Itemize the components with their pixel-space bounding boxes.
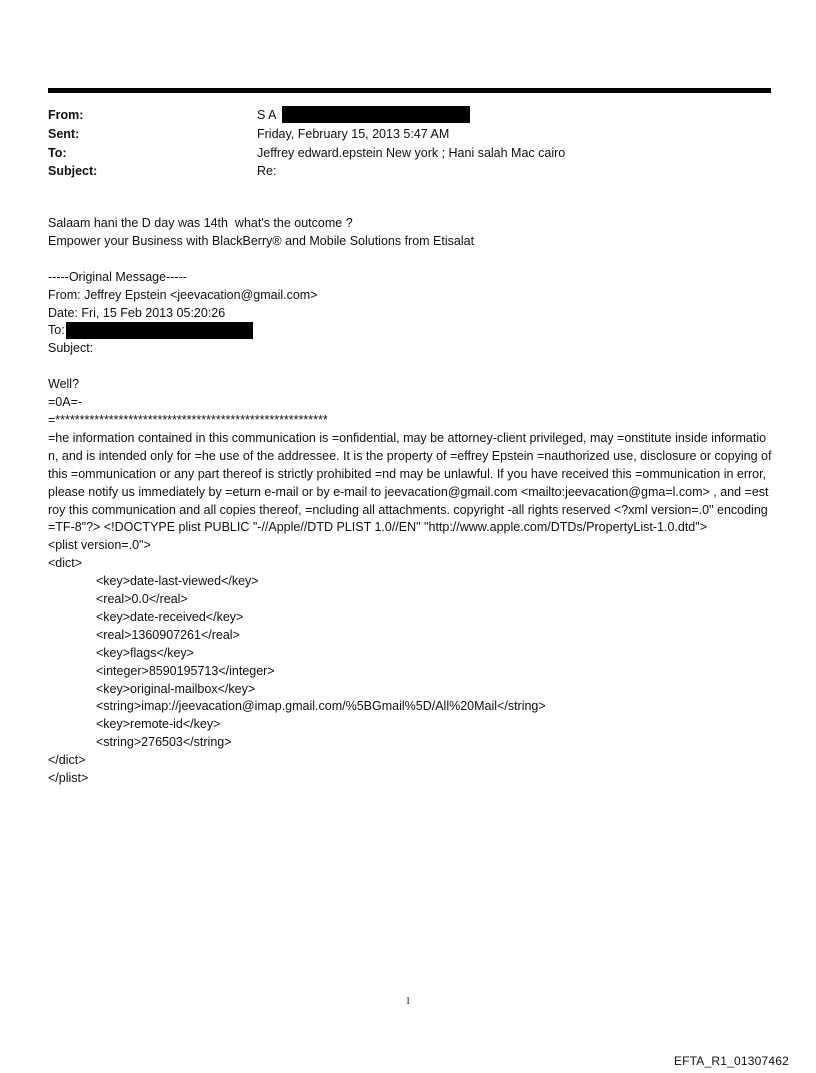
email-body [48,215,772,788]
plist-entry: <integer>8590195713</integer> [96,663,275,678]
bates-number: EFTA_R1_01307462 [673,1054,789,1068]
plist-open-line: <plist version=.0"> [48,538,151,553]
original-from-line: From: Jeffrey Epstein <jeevacation@gmail.com> [48,287,318,302]
sent-label: Sent: [48,127,80,141]
subject-value: Re: [257,164,277,178]
plist-entry: <real>1360907261</real> [96,627,240,642]
dict-open-line: <dict> [48,556,83,571]
encoded-line: =0A=- [48,395,83,410]
original-date-line: Date: Fri, 15 Feb 2013 05:20:26 [48,305,226,320]
plist-entry: <key>flags</key> [96,645,194,660]
from-redaction [282,106,470,123]
sent-value: Friday, February 15, 2013 5:47 AM [257,127,450,141]
to-value: Jeffrey edward.epstein New york ; Hani salah Mac cairo [257,146,566,160]
plist-entry: <string>imap://jeevacation@imap.gmail.com/%5BGmail%5D/All%20Mail</string> [96,699,546,714]
from-value: S A [257,108,276,122]
to-redaction [66,322,253,339]
plist-entry: <key>remote-id</key> [96,717,221,732]
original-message-label: -----Original Message----- [48,269,187,284]
page-number: 1 [405,996,411,1007]
plist-entry: <key>date-last-viewed</key> [96,574,259,589]
separator-line: =******************************************************** [48,412,328,427]
plist-entry: <real>0.0</real> [96,592,188,607]
plist-entry: <key>original-mailbox</key> [96,681,256,696]
blank-line [48,358,772,376]
greeting-line: Salaam hani the D day was 14th what's the outcome ? [48,216,353,230]
subject-label: Subject: [48,164,98,178]
header-rule [48,88,771,93]
original-subject-line: Subject: [48,341,94,356]
from-value-row [257,108,470,123]
plist-entry: <string>276503</string> [96,735,232,750]
from-label: From: [48,108,84,122]
blank-line [48,251,772,269]
to-label: To: [48,146,67,160]
plist-entry: <key>date-received</key> [96,609,244,624]
plist-close-line: </plist> [48,771,89,786]
original-to-row [48,322,772,340]
dict-close-line: </dict> [48,753,86,768]
disclaimer-paragraph: =he information contained in this communication is =onfidential, may be attorney-client privileged, may =onstitute inside information, and is intended only for =he use of the addressee. It is the property of =effrey Epstein =nauthorized use, disclosure or copying of this =ommunication or any part thereof is strictly prohibited =nd may be unlawful. If you have received this =ommunication in error, please notify us immediately by =eturn e-mail or by e-mail to jeevacation@gmail.com <mailto:jeevacation@gma=l.com> , and =estroy this communication and all copies thereof, =ncluding all attachments. copyright -all rights reserved <?xml version=.0" encoding=TF-8"?> <!DOCTYPE plist PUBLIC "-//Apple//DTD PLIST 1.0//EN" "http://www.apple.com/DTDs/PropertyList-1.0.dtd"> [48,430,772,535]
original-to-line: To: [48,323,65,338]
signature-line: Empower your Business with BlackBerry® and Mobile Solutions from Etisalat [48,233,475,248]
well-line: Well? [48,377,80,392]
